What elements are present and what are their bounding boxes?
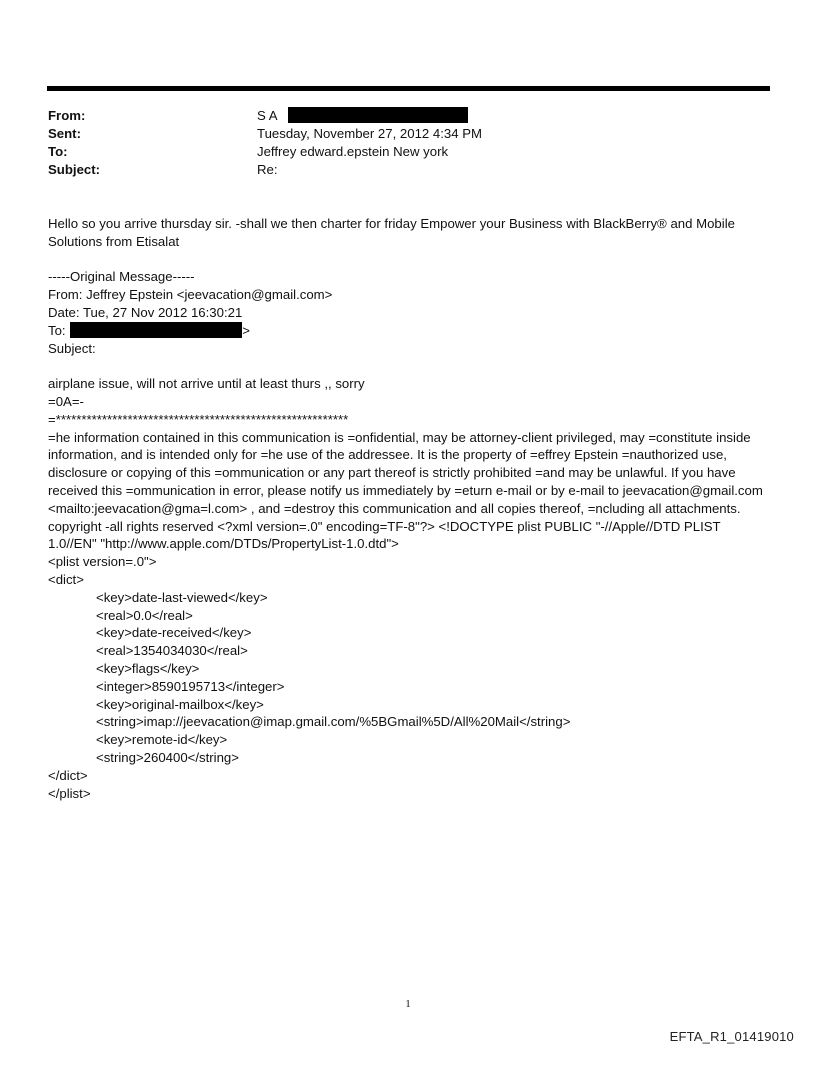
plist-line: <key>remote-id</key>: [96, 732, 228, 748]
sent-label: Sent:: [48, 126, 81, 141]
plist-close: </plist>: [48, 785, 91, 801]
reply-text: Hello so you arrive thursday sir. -shall we then charter for friday Empower your Business with BlackBerry® and Mobile Solutions from Etisalat: [48, 216, 735, 249]
plist-line: <key>flags</key>: [96, 660, 200, 676]
redaction-box: [288, 107, 468, 123]
sent-value: Tuesday, November 27, 2012 4:34 PM: [257, 126, 483, 141]
top-rule: [47, 86, 770, 91]
bates-number: EFTA_R1_01419010: [669, 1029, 794, 1044]
dict-open: <dict>: [48, 571, 84, 587]
plist-line: <integer>8590195713</integer>: [96, 678, 285, 694]
plist-line: <real>0.0</real>: [96, 607, 193, 623]
disclaimer-text: =he information contained in this communication is =onfidential, may be attorney-client privileged, may =constitute inside information, and is intended only for =he use of the addressee. It is the property of =effrey Epstein =nauthorized use, disclosure or copying of this =ommunication or any part thereof is strictly prohibited =and may be unlawful. If you have received this =ommunication in error, please notify us immediately by =eturn e-mail or by e-mail to jeevacation@gmail.com <mailto:jeevacation@gma=l.com> , and =destroy this communication and all copies thereof, =ncluding all attachments. copyright -all rights reserved <?xml version=.0" encoding=TF-8"?> <!DOCTYPE plist PUBLIC "-//Apple//DTD PLIST 1.0//EN" "http://www.apple.com/DTDs/PropertyList-1.0.dtd">: [48, 429, 763, 552]
original-subject-line: Subject:: [48, 340, 96, 356]
to-value: Jeffrey edward.epstein New york: [257, 144, 449, 159]
original-message: airplane issue, will not arrive until at least thurs ,, sorry: [48, 376, 365, 392]
spacer: [48, 357, 770, 375]
plist-line: <string>260400</string>: [96, 749, 239, 765]
from-label: From:: [48, 108, 86, 123]
plist-line: <key>original-mailbox</key>: [96, 696, 264, 712]
plist-open: <plist version=.0">: [48, 554, 157, 570]
original-from-line: From: Jeffrey Epstein <jeevacation@gmail.com>: [48, 287, 333, 303]
dict-close: </dict>: [48, 767, 88, 783]
to-label: To:: [48, 144, 68, 159]
plist-line: <key>date-last-viewed</key>: [96, 589, 268, 605]
to-row: [48, 143, 770, 161]
plist-line: <real>1354034030</real>: [96, 643, 248, 659]
from-value-wrap: [257, 107, 770, 125]
original-to-line: [48, 322, 770, 340]
page-number: 1: [405, 998, 411, 1010]
plist-line: <key>date-received</key>: [96, 625, 252, 641]
subject-label: Subject:: [48, 162, 101, 177]
original-to-suffix: >: [242, 322, 250, 338]
email-header: [48, 107, 770, 179]
sent-row: [48, 125, 770, 143]
email-body: [48, 215, 770, 802]
original-to-prefix: To:: [48, 322, 70, 338]
from-row: [48, 107, 770, 125]
original-date-line: Date: Tue, 27 Nov 2012 16:30:21: [48, 304, 243, 320]
from-value: S A: [257, 108, 278, 123]
plist-line: <string>imap://jeevacation@imap.gmail.com/%5BGmail%5D/All%20Mail</string>: [96, 714, 571, 730]
subject-value: Re:: [257, 162, 278, 177]
spacer: [48, 251, 770, 269]
original-separator: -----Original Message-----: [48, 269, 195, 285]
stars-line: =*********************************************************: [48, 411, 349, 427]
subject-row: [48, 161, 770, 179]
encoded-line: =0A=-: [48, 393, 84, 409]
redaction-box: [70, 322, 242, 338]
